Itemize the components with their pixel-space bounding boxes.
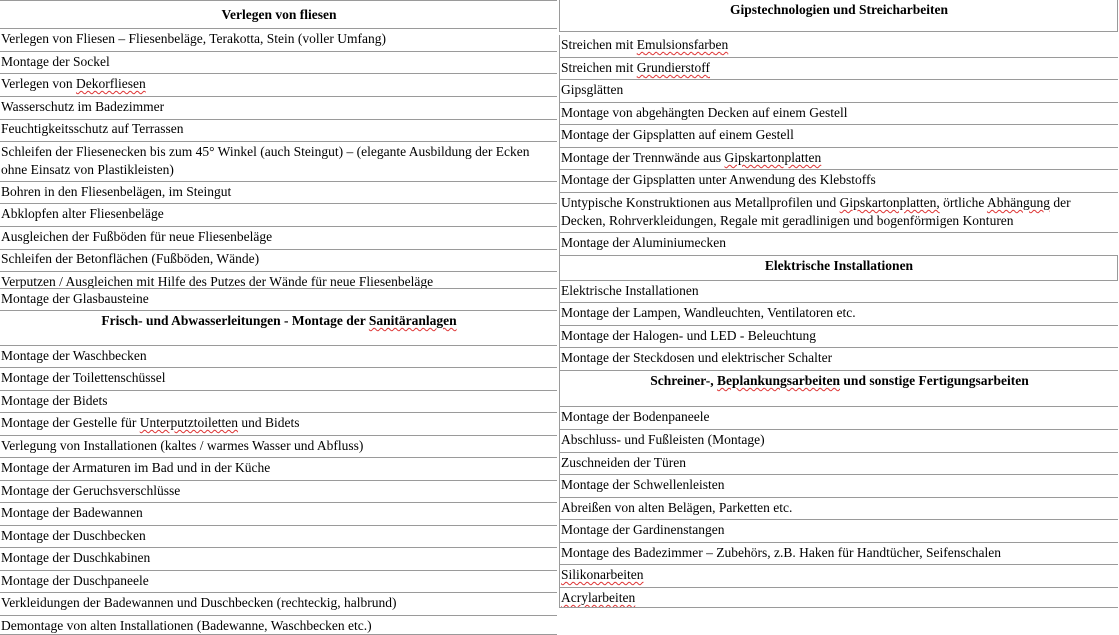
sanitary-item: Montage der Duschbecken [0,526,557,548]
electrical-item: Montage der Steckdosen und elektrischer Schalter [559,348,1118,371]
tiles-item: Feuchtigkeitsschutz auf Terrassen [0,119,557,142]
sanitary-item: Montage der Gestelle für Unterputztoiletten und Bidets [0,413,557,436]
gypsum-item: Gipsglätten [559,80,1118,103]
tiles-item: Wasserschutz im Badezimmer [0,97,557,120]
section-heading-gypsum: Gipstechnologien und Streicharbeiten [559,0,1118,32]
sanitary-item: Montage der Geruchsverschlüsse [0,481,557,503]
spellcheck-word: Grundierstoff [636,60,710,75]
carpentry-item: Abreißen von alten Belägen, Parketten etc. [559,498,1118,520]
spellcheck-word: Sanitäranlagen [368,313,457,328]
spellcheck-word: Silikonarbeiten [561,567,644,582]
tiles-item: Verlegen von Dekorfliesen [0,74,557,97]
section-heading-tiles: Verlegen von fliesen [0,0,557,29]
electrical-item: Montage der Lampen, Wandleuchten, Ventilatoren etc. [559,303,1118,326]
carpentry-item: Montage des Badezimmer – Zubehörs, z.B. Haken für Handtücher, Seifenschalen [559,543,1118,565]
carpentry-item: Montage der Schwellenleisten [559,475,1118,498]
tiles-item: Verlegen von Fliesen – Fliesenbeläge, Terakotta, Stein (voller Umfang) [0,29,557,52]
sanitary-item: Verlegung von Installationen (kaltes / warmes Wasser und Abfluss) [0,436,557,458]
gypsum-item: Montage der Aluminiumecken [559,233,1118,256]
sanitary-item: Montage der Toilettenschüssel [0,368,557,391]
electrical-item: Montage der Halogen- und LED - Beleuchtung [559,326,1118,348]
gypsum-item: Montage der Gipsplatten auf einem Gestell [559,125,1118,148]
sanitary-item: Montage der Waschbecken [0,346,557,368]
gypsum-item: Montage der Gipsplatten unter Anwendung des Klebstoffs [559,170,1118,193]
carpentry-item [559,588,1118,608]
tiles-item: Montage der Sockel [0,52,557,74]
spellcheck-word: Emulsionsfarben [636,37,729,52]
spellcheck-word: Beplankungsarbeiten [717,373,841,388]
spellcheck-word: Dekorfliesen [75,76,146,91]
sanitary-item: Montage der Duschkabinen [0,548,557,571]
carpentry-item: Abschluss- und Fußleisten (Montage) [559,430,1118,453]
gypsum-item: Untypische Konstruktionen aus Metallprofilen und Gipskartonplatten, örtliche Abhängung der Decken, Rohrverkleidungen, Regale mit geradlinigen und bogenförmigen Konturen [559,193,1118,233]
spellcheck-word: Unterputztoiletten [139,415,238,430]
carpentry-item: Montage der Bodenpaneele [559,407,1118,430]
tiles-item: Schleifen der Fliesenecken bis zum 45° Winkel (auch Steingut) – (elegante Ausbildung der Ecken ohne Einsatz von Plastikleisten) [0,142,557,182]
tiles-item: Verputzen / Ausgleichen mit Hilfe des Putzes der Wände für neue Fliesenbeläge [0,272,557,289]
tiles-item: Bohren in den Fliesenbelägen, im Steingut [0,182,557,204]
tiles-item: Ausgleichen der Fußböden für neue Fliesenbeläge [0,227,557,250]
section-heading-sanitary: Frisch- und Abwasserleitungen - Montage der Sanitäranlagen [0,311,557,346]
sanitary-item: Verkleidungen der Badewannen und Duschbecken (rechteckig, halbrund) [0,593,557,616]
sanitary-item: Montage der Bidets [0,391,557,413]
sanitary-item: Demontage von alten Installationen (Badewanne, Waschbecken etc.) [0,616,557,635]
carpentry-item [559,565,1118,588]
tiles-item: Abklopfen alter Fliesenbeläge [0,204,557,227]
carpentry-item: Zuschneiden der Türen [559,453,1118,475]
gypsum-item: Streichen mit Emulsionsfarben [559,35,1118,58]
gypsum-item: Montage der Trennwände aus Gipskartonplatten [559,148,1118,170]
section-heading-electrical: Elektrische Installationen [559,256,1118,281]
spellcheck-word: Acrylarbeiten [561,590,636,605]
section-heading-carpentry: Schreiner-, Beplankungsarbeiten und sonstige Fertigungsarbeiten [559,371,1118,407]
tiles-item: Montage der Glasbausteine [0,289,557,311]
sanitary-item: Montage der Duschpaneele [0,571,557,593]
spellcheck-word: Abhängung [986,195,1050,210]
sanitary-item: Montage der Badewannen [0,503,557,526]
spellcheck-word: Gipskartonplatten, [839,195,940,210]
tiles-item: Schleifen der Betonflächen (Fußböden, Wände) [0,249,557,272]
sanitary-item: Montage der Armaturen im Bad und in der Küche [0,458,557,481]
electrical-item: Elektrische Installationen [559,281,1118,303]
spellcheck-word: Gipskartonplatten [724,150,822,165]
gypsum-item: Streichen mit Grundierstoff [559,58,1118,80]
gypsum-item: Montage von abgehängten Decken auf einem Gestell [559,103,1118,125]
carpentry-item: Montage der Gardinenstangen [559,520,1118,543]
